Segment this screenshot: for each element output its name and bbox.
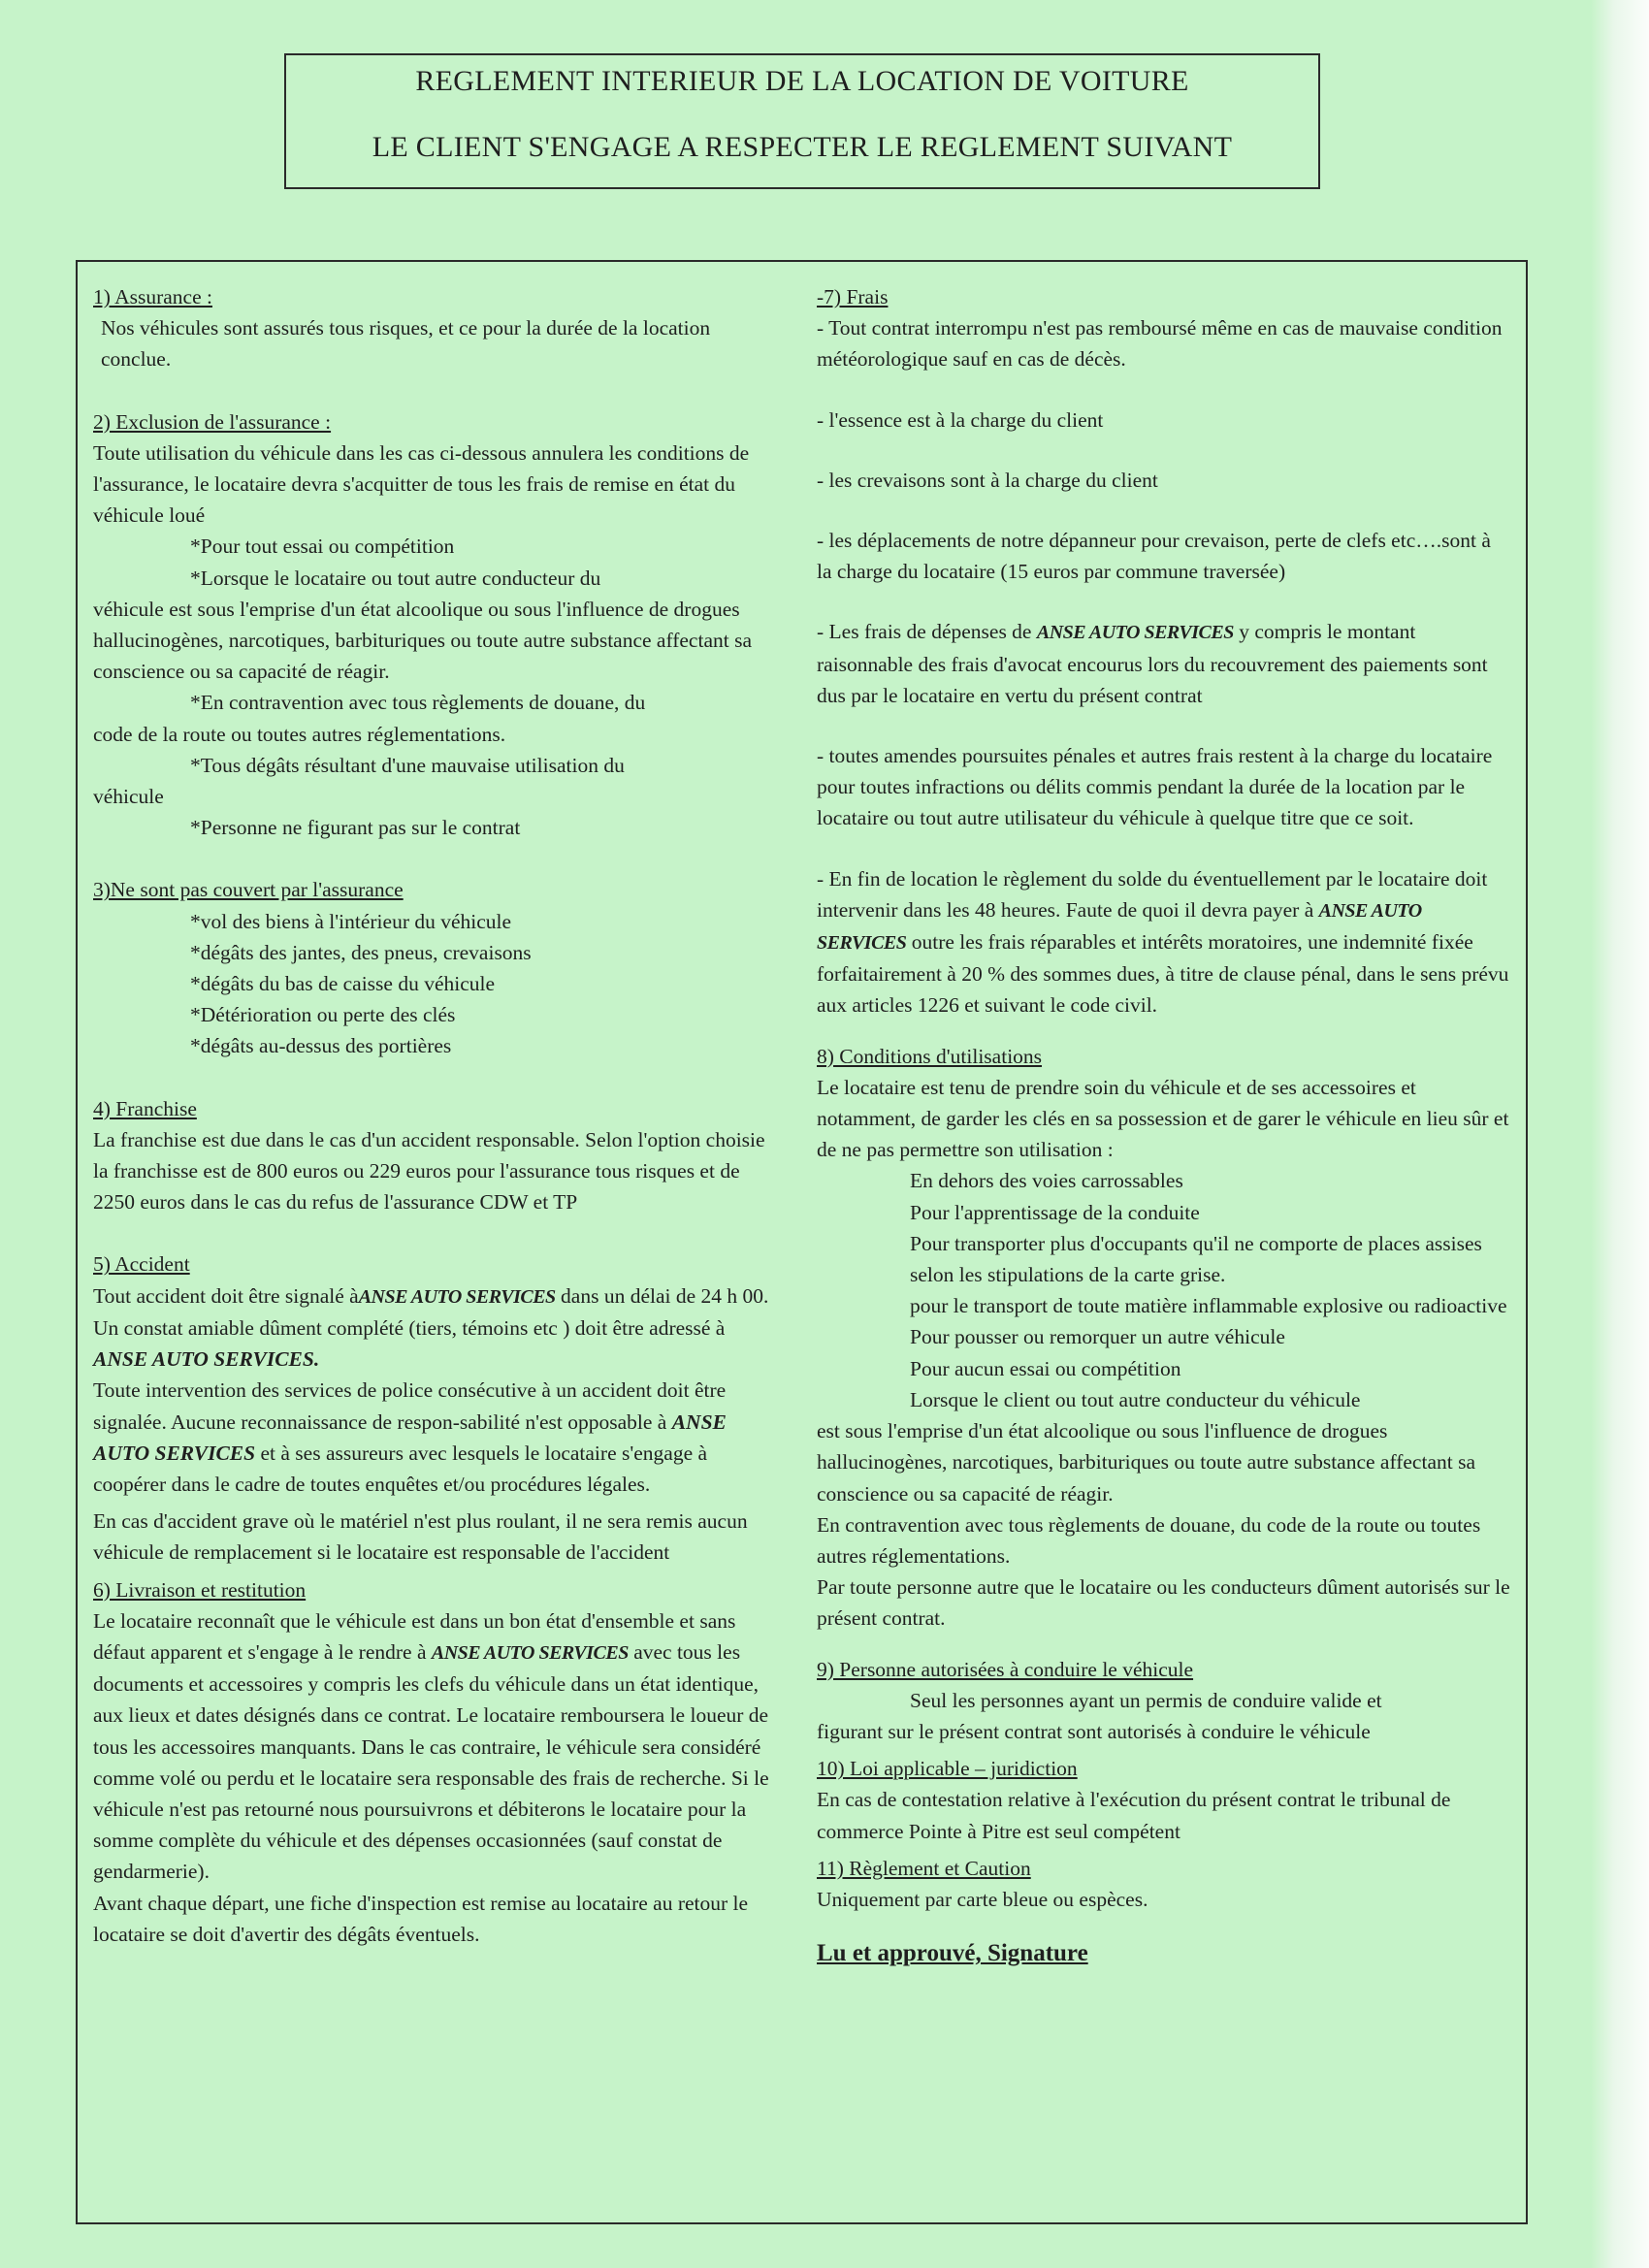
section-text: Le locataire est tenu de prendre soin du véhicule et de ses accessoires et notamment, de garder les clés en sa possession et de garer le véhicule en lieu sûr et de ne pas permettre son utilisation :: [817, 1075, 1509, 1162]
text-fragment: outre les frais réparables et intérêts moratoires, une indemnité fixée forfaitairement à 20 % des sommes dues, à titre de clause pénal, dans le sens prévu aux articles 1226 et suivant le code civil.: [817, 930, 1509, 1018]
text-fragment: avec tous les documents et accessoires y compris les clefs du véhicule dans un état identique, aux lieux et dates désignés dans ce contrat. Le locataire remboursera le loueur de tous les accessoires manquants. Dans le cas contraire, le véhicule sera considéré comme volé ou perdu et le locataire sera responsable des frais de recherche. Si le véhicule n'est pas retourné nous poursuivrons et débiterons le locataire pour la somme complète du véhicule et des dépenses occasionnées (sauf constat de gendarmerie).: [93, 1639, 769, 1884]
section-heading: 3)Ne sont pas couvert par l'assurance: [93, 878, 404, 902]
section-heading: 10) Loi applicable – juridiction: [817, 1757, 1078, 1781]
list-item: *dégâts des jantes, des pneus, crevaisons: [190, 940, 532, 964]
section-text: La franchise est due dans le cas d'un accident responsable. Selon l'option choisie la franchisse est de 800 euros ou 229 euros pour l'assurance tous risques et de 2250 euros dans le cas du refus de l'assurance CDW et TP: [93, 1127, 765, 1215]
list-item: *En contravention avec tous règlements de douane, du: [190, 691, 646, 715]
list-item: En dehors des voies carrossables: [910, 1169, 1183, 1193]
section-text: Seul les personnes ayant un permis de conduire valide et: [910, 1688, 1382, 1712]
list-item: *Détérioration ou perte des clés: [190, 1003, 456, 1027]
list-item: pour le transport de toute matière inflammable explosive ou radioactive: [910, 1294, 1507, 1318]
section-text: [93, 1280, 778, 1312]
text-fragment: Toute intervention des services de police consécutive à un accident doit être signalée. Aucune reconnaissance de respon-sabilité n'est opposable à: [93, 1378, 727, 1434]
text-fragment: Tout accident doit être signalé à: [93, 1283, 359, 1308]
section-text: Toute utilisation du véhicule dans les cas ci-dessous annulera les conditions de l'assurance, le locataire devra s'acquitter de tous les frais de remise en état du véhicule loué: [93, 440, 750, 528]
section-text: figurant sur le présent contrat sont autorisés à conduire le véhicule: [817, 1719, 1371, 1743]
fee-item: - toutes amendes poursuites pénales et autres frais restent à la charge du locataire pour toutes infractions ou délits commis pendant la durée de la location par le locataire ou tout autre utilisateur du véhicule à quelque titre que ce soit.: [817, 744, 1493, 830]
list-item: *dégâts du bas de caisse du véhicule: [190, 972, 496, 996]
section-text: Uniquement par carte bleue ou espèces.: [817, 1887, 1148, 1911]
section-heading: 5) Accident: [93, 1252, 190, 1277]
list-item: *dégâts au-dessus des portières: [190, 1034, 452, 1058]
list-item-continuation: véhicule est sous l'emprise d'un état alcoolique ou sous l'influence de drogues hallucinogènes, narcotiques, barbituriques ou toute autre substance affectant sa conscience ou sa capacité de réagir.: [93, 597, 753, 684]
section-usage: [817, 1041, 1510, 1635]
section-text: Par toute personne autre que le locataire ou les conducteurs dûment autorisés sur le présent contrat.: [817, 1575, 1510, 1631]
list-item: Pour pousser ou remorquer un autre véhicule: [910, 1325, 1285, 1349]
left-column: [93, 281, 778, 1981]
section-text: En contravention avec tous règlements de douane, du code de la route ou toutes autres réglementations.: [817, 1512, 1481, 1568]
list-item-continuation: véhicule: [93, 785, 164, 809]
list-item: Pour l'apprentissage de la conduite: [910, 1200, 1200, 1224]
text-fragment: Le locataire reconnaît que le véhicule est dans un bon état d'ensemble et sans défaut apparent et s'engage à le rendre à: [93, 1608, 736, 1664]
section-assurance: [93, 281, 778, 375]
section-text: [93, 1375, 778, 1500]
list-item-continuation: code de la route ou toutes autres réglementations.: [93, 722, 506, 746]
list-item: *vol des biens à l'intérieur du véhicule: [190, 909, 512, 933]
fee-item: - les déplacements de notre dépanneur pour crevaison, perte de clefs etc….sont à la charge du locataire (15 euros par commune traversée): [817, 529, 1491, 584]
fee-item: - Tout contrat interrompu n'est pas remboursé même en cas de mauvaise condition météorologique sauf en cas de décès.: [817, 316, 1503, 372]
paper-edge: [1591, 0, 1649, 2268]
section-accident: [93, 1248, 778, 1568]
section-heading: -7) Frais: [817, 285, 889, 308]
list-item: *Personne ne figurant pas sur le contrat: [190, 816, 521, 840]
fee-item: [817, 863, 1510, 1021]
fee-item: [817, 616, 1510, 711]
right-column: [817, 281, 1510, 1969]
title-box: [284, 53, 1320, 189]
text-fragment: dans un délai de 24 h 00.: [561, 1283, 769, 1308]
text-fragment: y compris le montant raisonnable des frais d'avocat encourus lors du recouvrement des paiements sont dus par le locataire en vertu du présent contrat: [817, 620, 1488, 707]
section-text: En cas de contestation relative à l'exécution du présent contrat le tribunal de commerce Pointe à Pitre est seul compétent: [817, 1788, 1451, 1843]
list-item: *Lorsque le locataire ou tout autre conducteur du: [190, 566, 601, 590]
section-payment: [817, 1853, 1510, 1915]
document-subtitle: LE CLIENT S'ENGAGE A RESPECTER LE REGLEMENT SUIVANT: [372, 131, 1233, 163]
text-fragment: Un constat amiable dûment complété (tiers, témoins etc ) doit être adressé à: [93, 1315, 726, 1340]
section-text: Avant chaque départ, une fiche d'inspection est remise au locataire au retour le locataire se doit d'avertir des dégâts éventuels.: [93, 1891, 749, 1946]
section-heading: 11) Règlement et Caution: [817, 1856, 1031, 1880]
section-text: Nos véhicules sont assurés tous risques, et ce pour la durée de la location conclue.: [101, 316, 711, 372]
list-item-continuation: est sous l'emprise d'un état alcoolique ou sous l'influence de drogues hallucinogènes, narcotiques, barbituriques ou toute autre substance affectant sa conscience ou sa capacité de réagir.: [817, 1419, 1476, 1506]
text-fragment: et à ses assureurs avec lesquels le locataire s'engage à coopérer dans le cadre de toutes enquêtes et/ou procédures légales.: [93, 1441, 708, 1496]
company-name: ANSE AUTO SERVICES: [431, 1641, 629, 1664]
text-fragment: - En fin de location le règlement du solde du éventuellement par le locataire doit intervenir dans les 48 heures. Faute de quoi il devra payer à: [817, 866, 1488, 922]
list-item: *Pour tout essai ou compétition: [190, 535, 455, 559]
text-fragment: - Les frais de dépenses de: [817, 620, 1032, 644]
section-heading: 1) Assurance :: [93, 285, 212, 308]
section-text: [93, 1605, 778, 1888]
section-heading: 6) Livraison et restitution: [93, 1577, 307, 1602]
company-name: ANSE AUTO SERVICES.: [93, 1347, 320, 1372]
section-text: En cas d'accident grave où le matériel n'est plus roulant, il ne sera remis aucun véhicule de remplacement si le locataire est responsable de l'accident: [93, 1509, 748, 1565]
fee-item: - l'essence est à la charge du client: [817, 407, 1104, 432]
section-heading: 2) Exclusion de l'assurance :: [93, 409, 332, 434]
company-name: ANSE AUTO SERVICES: [817, 899, 1422, 955]
list-item: Pour transporter plus d'occupants qu'il ne comporte de places assises selon les stipulations de la carte grise.: [910, 1231, 1482, 1287]
section-delivery: [93, 1574, 778, 1950]
signature-line: Lu et approuvé, Signature: [817, 1940, 1088, 1967]
list-item: Lorsque le client ou tout autre conducteur du véhicule: [910, 1387, 1361, 1411]
section-law: [817, 1753, 1510, 1847]
list-item: *Tous dégâts résultant d'une mauvaise utilisation du: [190, 753, 625, 777]
document-title: REGLEMENT INTERIEUR DE LA LOCATION DE VOITURE: [415, 65, 1189, 97]
section-franchise: [93, 1093, 778, 1218]
company-name: ANSE AUTO SERVICES: [1036, 622, 1234, 644]
company-name: ANSE AUTO SERVICES: [93, 1409, 727, 1465]
fee-item: - les crevaisons sont à la charge du client: [817, 468, 1158, 492]
list-item: Pour aucun essai ou compétition: [910, 1356, 1181, 1380]
company-name: ANSE AUTO SERVICES: [358, 1285, 556, 1308]
section-authorized-drivers: [817, 1654, 1510, 1748]
section-heading: 8) Conditions d'utilisations: [817, 1044, 1043, 1068]
section-heading: 9) Personne autorisées à conduire le véhicule: [817, 1657, 1194, 1681]
section-fees: [817, 281, 1510, 1021]
section-not-covered: [93, 874, 778, 1061]
section-exclusion: [93, 406, 778, 844]
section-heading: 4) Franchise: [93, 1096, 197, 1120]
section-text: [93, 1312, 778, 1375]
